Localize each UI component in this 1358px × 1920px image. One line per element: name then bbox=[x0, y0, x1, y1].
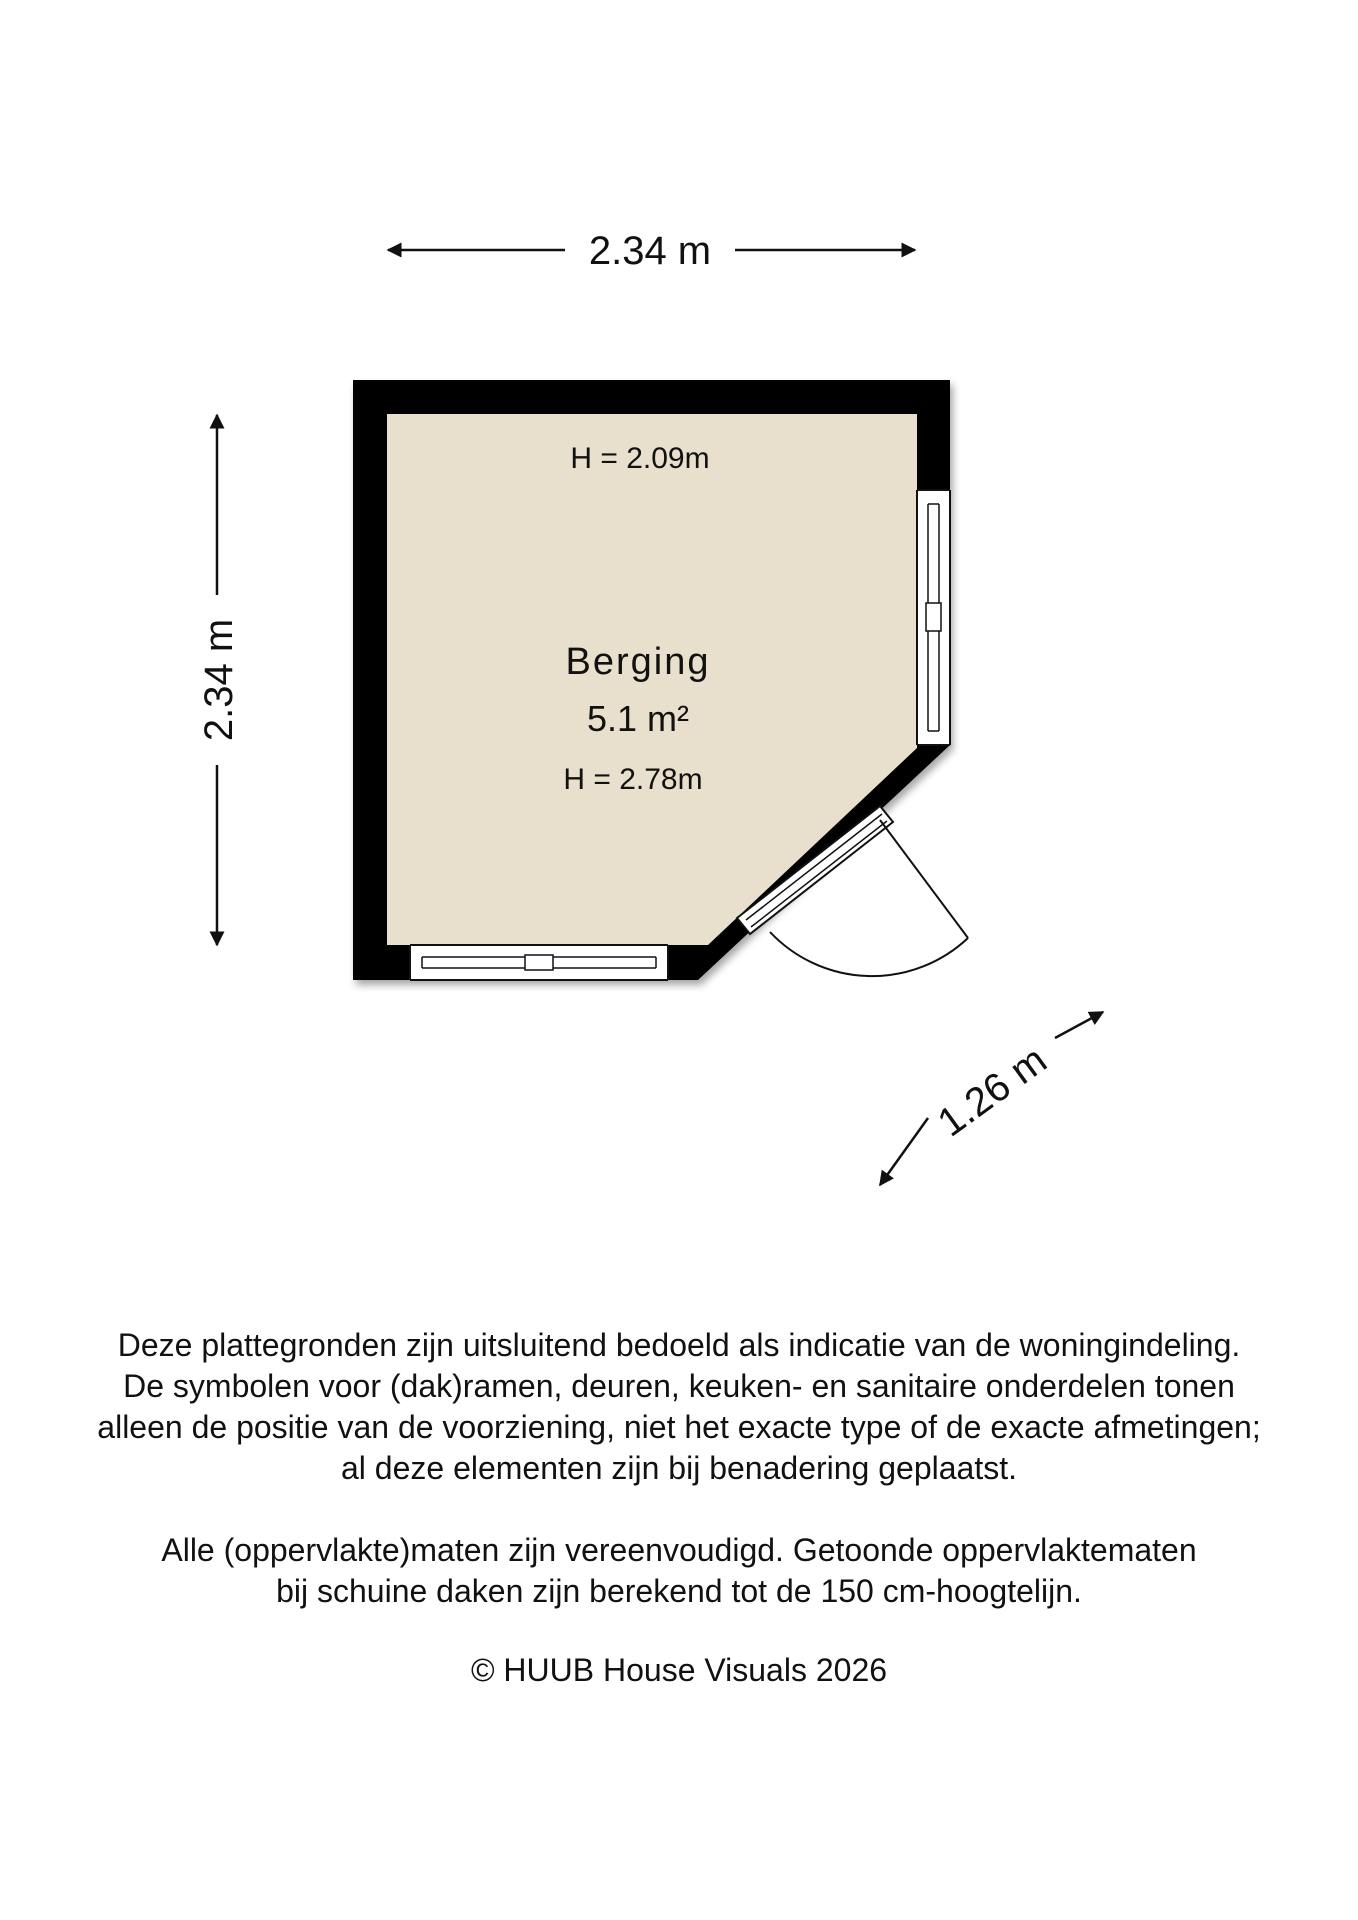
room-height: H = 2.78m bbox=[563, 763, 703, 796]
disclaimer-line: bij schuine daken zijn berekend tot de 150 cm-hoogtelijn. bbox=[276, 1573, 1082, 1609]
width-dimension bbox=[388, 229, 915, 273]
height-dimension-label: 2.34 m bbox=[197, 618, 241, 742]
room-height-low: H = 2.09m bbox=[570, 442, 710, 475]
disclaimer-line: Deze plattegronden zijn uitsluitend bedoeld als indicatie van de woningindeling. bbox=[117, 1327, 1241, 1363]
disclaimer-paragraph-1 bbox=[0, 1325, 1358, 1489]
disclaimer bbox=[0, 1325, 1358, 1653]
window-bottom bbox=[410, 945, 668, 980]
room-area: 5.1 m² bbox=[586, 698, 690, 739]
disclaimer-line: alleen de positie van de voorziening, niet het exacte type of de exacte afmetingen; bbox=[97, 1409, 1261, 1445]
diagonal-dimension bbox=[880, 1012, 1103, 1185]
disclaimer-paragraph-2 bbox=[0, 1530, 1358, 1612]
width-dimension-label: 2.34 m bbox=[588, 229, 712, 273]
diagonal-dimension-label: 1.26 m bbox=[929, 1037, 1055, 1146]
copyright: © HUUB House Visuals 2026 bbox=[470, 1652, 888, 1688]
disclaimer-line: al deze elementen zijn bij benadering geplaatst. bbox=[340, 1450, 1017, 1486]
disclaimer-line: De symbolen voor (dak)ramen, deuren, keuken- en sanitaire onderdelen tonen bbox=[123, 1368, 1235, 1404]
room-name: Berging bbox=[565, 641, 711, 683]
disclaimer-line: Alle (oppervlakte)maten zijn vereenvoudigd. Getoonde oppervlaktematen bbox=[161, 1532, 1197, 1568]
window-right bbox=[917, 490, 950, 745]
height-dimension bbox=[197, 415, 241, 945]
